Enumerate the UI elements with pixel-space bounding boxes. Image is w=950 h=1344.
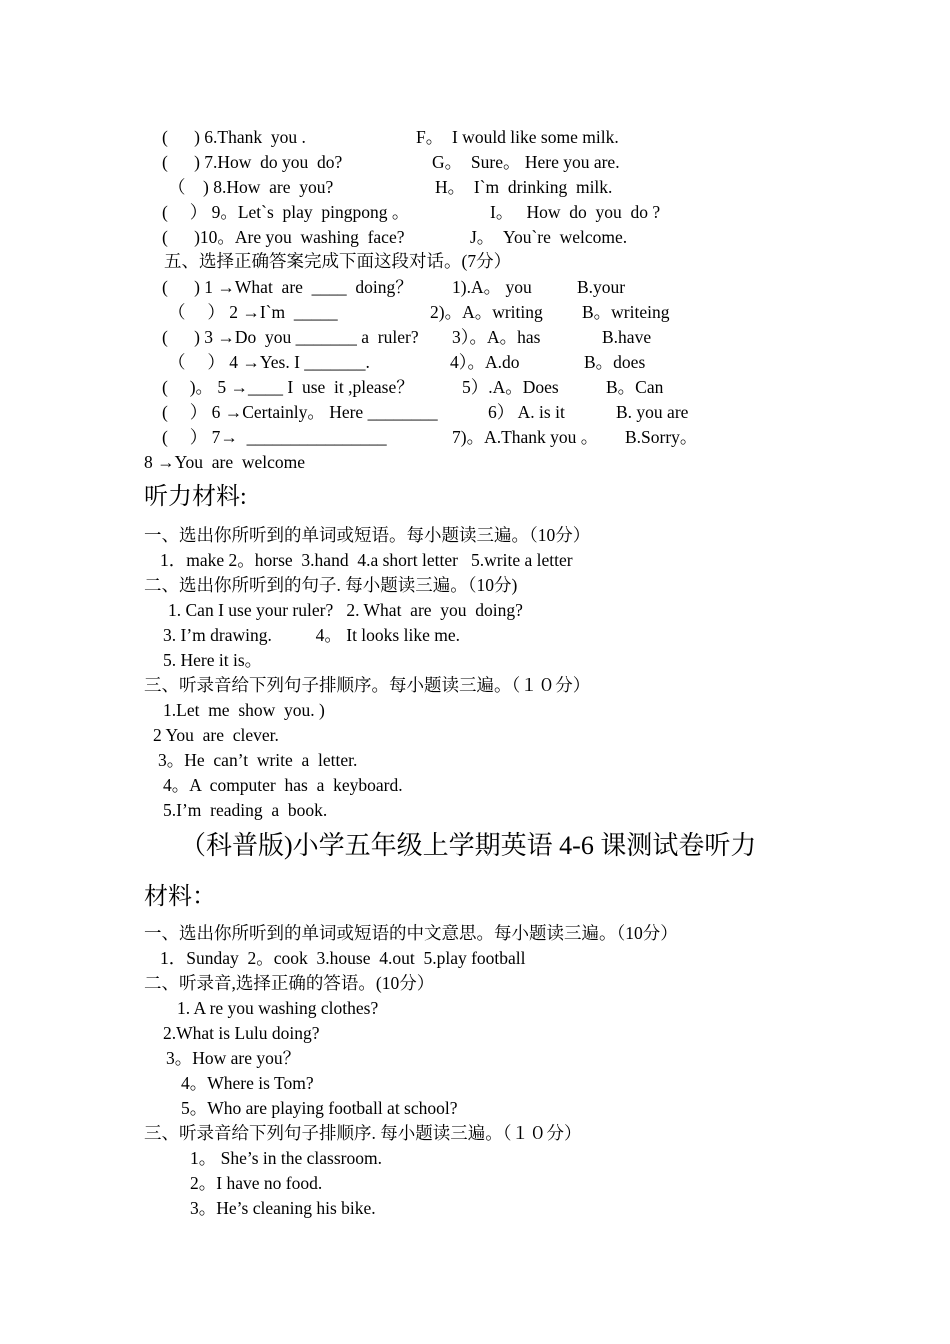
listening1-part2-line1: 1. Can I use your ruler? 2. What are you doing? [168,600,523,620]
match-q7: ( ) 7.How do you do? [162,152,343,172]
listening2-part2-line3: 3。How are you？ [166,1048,301,1068]
dialog-q6: ( ） 6 →Certainly。 Here ________ [162,402,438,422]
match-q9: ( ） 9。Let`s play pingpong 。 [162,202,410,222]
dialog-q1-a: 1).A。 you [452,277,532,297]
listening1-part1-title: 一、选出你所听到的单词或短语。每小题读三遍。（10分） [144,525,591,545]
listening1-part2-title: 二、选出你所听到的句子. 每小题读三遍。（10分) [144,575,518,595]
match-opt-h: H。 I`m drinking milk. [435,177,613,197]
dialog-q3-a: 3）。A。has [452,327,541,347]
dialog-q3: ( ) 3 →Do you _______ a ruler? [162,327,419,347]
dialog-q2-a: 2)。A。writing [430,302,543,322]
dialog-q6-a: 6） A. is it [488,402,565,422]
listening2-part2-line2: 2.What is Lulu doing? [163,1023,320,1043]
listening1-part3-line4: 4。A computer has a keyboard. [163,775,403,795]
dialog-q5-b: B。Can [606,377,664,397]
listening1-part3-line1: 1.Let me show you. ) [163,700,325,720]
listening2-part2-title: 二、听录音,选择正确的答语。(10分） [144,973,435,993]
dialog-q7-a: 7)。A.Thank you 。 [452,427,599,447]
match-opt-f: F。 I would like some milk. [416,127,619,147]
dialog-q2-b: B。writeing [582,302,670,322]
listening2-part3-line2: 2。I have no food. [190,1173,323,1193]
dialog-q6-b: B. you are [616,402,689,422]
paper-title-continued: 材料： [144,884,216,910]
dialog-q4: （ ） 4 →Yes. I _______. [168,352,370,372]
listening2-part2-line4: 4。Where is Tom? [181,1073,314,1093]
dialog-q1-b: B.your [577,277,626,297]
dialog-q4-a: 4）。A.do [450,352,520,372]
section5-heading: 五、选择正确答案完成下面这段对话。(7分） [164,251,512,271]
listening2-part3-line1: 1。 She’s in the classroom. [190,1148,382,1168]
listening2-part3-title: 三、听录音给下列句子排顺序. 每小题读三遍。（１０分） [144,1123,582,1143]
listening1-part2-line3: 5. Here it is。 [163,650,263,670]
listening1-part3-line2: 2 You are clever. [153,725,279,745]
paper-title: （科普版)小学五年级上学期英语 4-6 课测试卷听力 [180,831,757,860]
dialog-q5-a: 5）.A。Does [462,377,559,397]
match-opt-g: G。 Sure。 Here you are. [432,152,620,172]
dialog-q3-b: B.have [602,327,652,347]
dialog-q7-b: B.Sorry。 [625,427,698,447]
listening2-part3-line3: 3。He’s cleaning his bike. [190,1198,376,1218]
dialog-q2: （ ） 2 →I`m _____ [168,302,338,322]
listening2-part2-line1: 1. A re you washing clothes? [177,998,379,1018]
dialog-q1: ( ) 1 →What are ____ doing？ [162,277,413,297]
listening2-part1-title: 一、选出你所听到的单词或短语的中文意思。每小题读三遍。（10分） [144,923,678,943]
listening2-part2-line5: 5。Who are playing football at school? [181,1098,458,1118]
listening2-part1-line1: 1．Sunday 2。cook 3.house 4.out 5.play football [160,948,526,968]
listening1-part3-line5: 5.I’m reading a book. [163,800,328,820]
listening1-part2-line2: 3. I’m drawing. 4。 It looks like me. [163,625,460,645]
listening1-part1-line1: 1．make 2。horse 3.hand 4.a short letter 5.write a letter [160,550,573,570]
listening1-part3-line3: 3。He can’t write a letter. [158,750,358,770]
dialog-q8: 8 →You are welcome [144,452,306,472]
match-q8: （ ) 8.How are you? [168,177,334,197]
dialog-q7: ( ） 7→ ________________ [162,427,387,447]
listening-heading: 听力材料: [144,484,247,510]
match-opt-i: I。 How do you do ? [490,202,661,222]
dialog-q5: ( )。 5 →____ I use it ,please？ [162,377,414,397]
listening1-part3-title: 三、听录音给下列句子排顺序。每小题读三遍。（１０分） [144,675,591,695]
dialog-q4-b: B。does [584,352,646,372]
match-opt-j: J。 You`re welcome. [470,227,628,247]
match-q6: ( ) 6.Thank you . [162,127,306,147]
match-q10: ( )10。Are you washing face? [162,227,405,247]
